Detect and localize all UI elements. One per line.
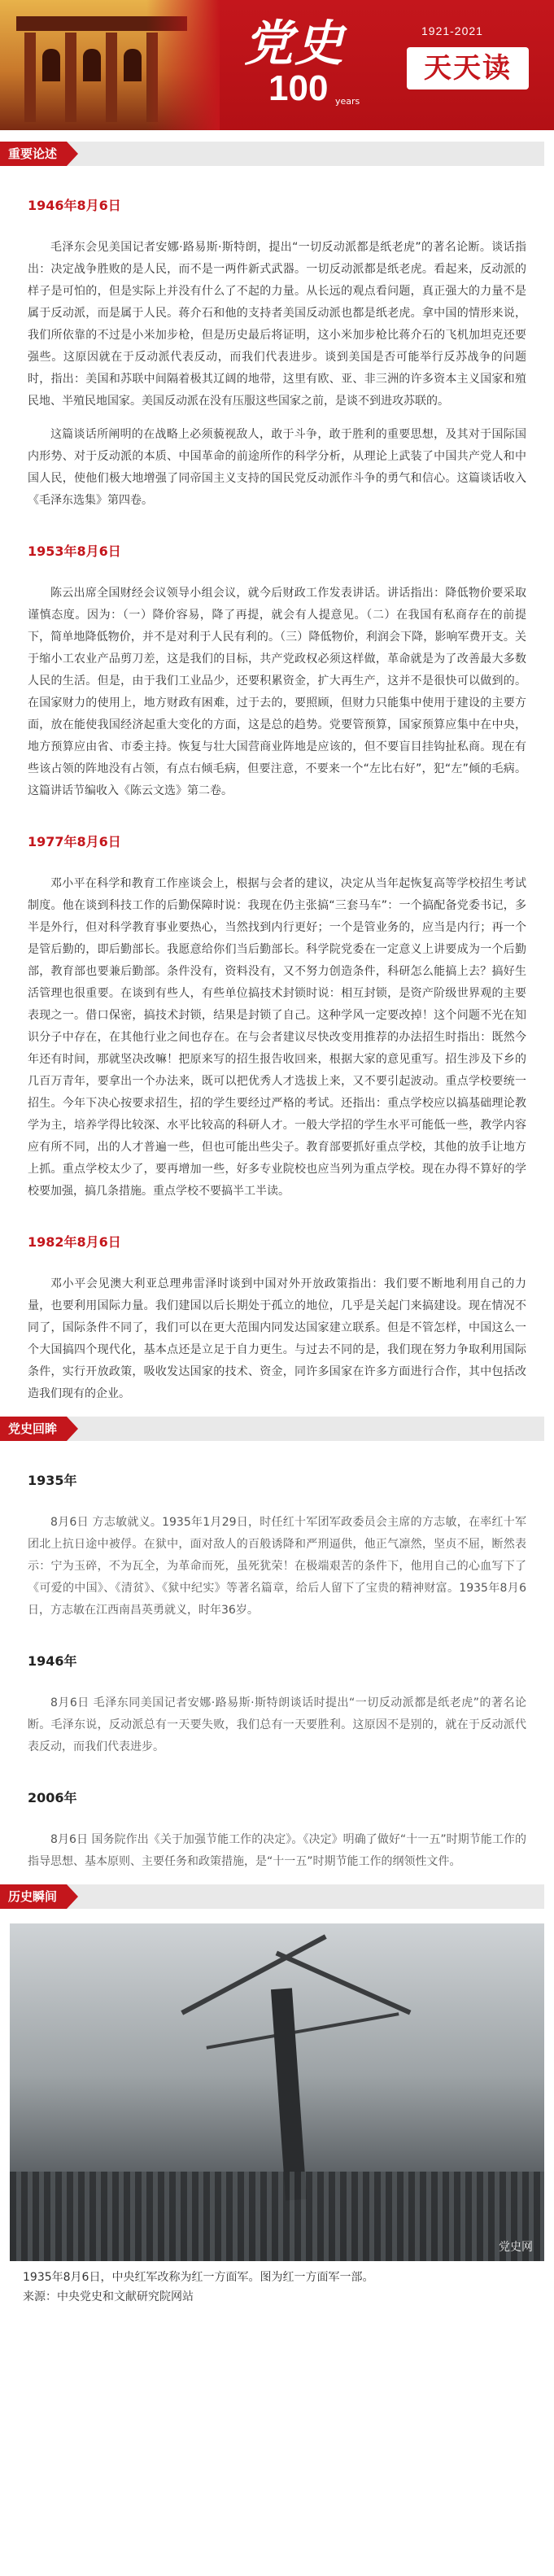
section-label: 重要论述	[0, 142, 67, 166]
entry-date: 1946年8月6日	[28, 198, 121, 213]
section-header-history	[0, 1417, 544, 1441]
important-block-1953	[0, 541, 554, 802]
entry-date: 2006年	[28, 1790, 77, 1805]
building-photo	[0, 0, 220, 130]
important-block-1946	[0, 195, 554, 512]
entry-paragraph: 8月6日 毛泽东同美国记者安娜·路易斯·斯特朗谈话时提出“一切反动派都是纸老虎”的著名论断。毛泽东说，反动派总有一天要失败，我们总有一天要胜利。这原因不是别的，就在于反动派代表反动，而我们代表进步。	[28, 1696, 526, 1753]
entry-date: 1946年	[28, 1653, 77, 1669]
banner-years: years	[335, 96, 360, 107]
historical-photo	[10, 1923, 544, 2261]
section-label: 党史回眸	[0, 1417, 67, 1441]
banner-badge: 天天读	[407, 47, 529, 90]
banner-title: 党史	[244, 15, 345, 72]
history-block-1946	[0, 1651, 554, 1758]
important-block-1982	[0, 1232, 554, 1405]
section-label: 历史瞬间	[0, 1884, 67, 1909]
entry-paragraph: 8月6日 国务院作出《关于加强节能工作的决定》。《决定》明确了做好“十一五”时期节能工作的指导思想、基本原则、主要任务和政策措施，是“十一五”时期节能工作的纲领性文件。	[28, 1833, 526, 1868]
history-block-1935	[0, 1470, 554, 1622]
banner-logo	[244, 15, 360, 108]
entry-paragraph: 邓小平在科学和教育工作座谈会上，根据与会者的建议，决定从当年起恢复高等学校招生考试制度。他在谈到科技工作的后勤保障时说：我现在仍主张搞“三套马车”：一个搞配备党委书记，多半是外行，但对科学教育事业要热心，当然找到内行更好；一个是管业务的，应当是内行；再一个是管后勤的，即后勤部长。我愿意给你们当后勤部长。科学院党委在一定意义上讲要成为一个后勤部，教育部也要兼后勤部。条件没有，资料没有，又不努力创造条件，科研怎么能搞上去？搞好生活管理也很重要。在谈到有些人，有些单位搞技术封锁时说：相互封锁，是资产阶级世界观的主要表现之一。借口保密，搞技术封锁，结果是封锁了自己。这种学风一定要改掉！这个问题不光在知识分子中存在，在其他行业之间也存在。在与会者建议尽快改变用推荐的办法招生时指出：既然今年还有时间，那就坚决改嘛！把原来写的招生报告收回来，根据大家的意见重写。招生涉及下乡的几百万青年，要拿出一个办法来，既可以把优秀人才选拔上来，又不要引起波动。重点学校要统一招生。今年下决心按要求招生，招的学生要经过严格的考试。还指出：重点学校应以搞基础理论教学为主，培养学得比较深、水平比较高的科研人才。一般大学招的学生水平可能低一些，教学内容应有所不同，出的人才普遍一些，但也可能出些尖子。教育部要抓好重点学校，其他的放手让地方上抓。重点学校太少了，要再增加一些，好多专业院校也应当列为重点学校。现在办得不算好的学校要加强，搞几条措施。重点学校不要搞半工半读。	[28, 877, 526, 1198]
entry-date: 1953年8月6日	[28, 544, 121, 559]
important-block-1977	[0, 832, 554, 1203]
header-banner	[0, 0, 554, 130]
photo-watermark: 党史网	[499, 2241, 533, 2254]
entry-paragraph: 邓小平会见澳大利亚总理弗雷泽时谈到中国对外开放政策指出：我们要不断地利用自己的力量，也要利用国际力量。我们建国以后长期处于孤立的地位，几乎是关起门来搞建设。现在情况不同了，国际条件不同了，我们可以在更大范围内同发达国家建立联系。但是不管怎样，中国这么一个大国搞四个现代化，基本点还是立足于自力更生。与过去不同的是，我们现在努力争取利用国际条件，实行开放政策，吸收发达国家的技术、资金，同许多国家在许多方面进行合作，其中包括改造我们现有的企业。	[28, 1277, 526, 1400]
entry-date: 1982年8月6日	[28, 1234, 121, 1250]
banner-date-range: 1921-2021	[421, 24, 483, 37]
entry-date: 1935年	[28, 1473, 77, 1488]
photo-caption: 1935年8月6日，中央红军改称为红一方面军。图为红一方面军一部。	[23, 2271, 374, 2284]
banner-hundred: 100	[268, 68, 329, 108]
section-header-moment	[0, 1884, 544, 1909]
history-block-2006	[0, 1788, 554, 1873]
photo-source: 来源：中央党史和文献研究院网站	[23, 2290, 194, 2303]
entry-paragraph: 陈云出席全国财经会议领导小组会议，就今后财政工作发表讲话。讲话指出：降低物价要采取谨慎态度。因为：（一）降价容易，降了再提，就会有人提意见。（二）在我国有私商存在的前提下，简单地降低物价，并不是对利于人民有利的。（三）降低物价，利润会下降，影响军费开支。关于缩小工农业产品剪刀差，这是我们的目标，共产党政权必须这样做，革命就是为了改善最大多数人民的生活。但是，由于我们工业品少，还要积累资金，扩大再生产，这并不是很快可以做到的。在国家财力的使用上，地方财政有困难，过于去的，要照顾，但财力只能集中使用于建设的主要方面，放在能使我国经济起重大变化的方面，这是总的趋势。党要管预算，国家预算应集中在中央，地方预算应由省、市委主持。恢复与壮大国营商业阵地是应该的，但不要盲目挂钩扯私商。现在有些该占领的阵地没有占领，有点右倾毛病，但要注意，不要来一个“左比右好”，犯“左”倾的毛病。这篇讲话节编收入《陈云文选》第二卷。	[28, 587, 526, 797]
entry-date: 1977年8月6日	[28, 834, 121, 849]
entry-paragraph: 8月6日 方志敏就义。1935年1月29日，时任红十军团军政委员会主席的方志敏，在率红十军团北上抗日途中被俘。在狱中，面对敌人的百般诱降和严刑逼供，他正气凛然，坚贞不屈，断然表示：宁为玉碎，不为瓦全，为革命而死，虽死犹荣！在极端艰苦的条件下，他用自己的心血写下了《可爱的中国》、《清贫》、《狱中纪实》等著名篇章，给后人留下了宝贵的精神财富。1935年8月6日，方志敏在江西南昌英勇就义，时年36岁。	[28, 1516, 526, 1617]
photo-caption-block	[0, 2261, 554, 2307]
entry-paragraph: 这篇谈话所阐明的在战略上必须藐视敌人，敢于斗争，敢于胜利的重要思想，及其对于国际国内形势、对于反动派的本质、中国革命的前途所作的科学分析，从理论上武装了中国共产党人和中国人民，使他们极大地增强了同帝国主义支持的国民党反动派作斗争的勇气和信心。这篇谈话收入《毛泽东选集》第四卷。	[28, 428, 526, 507]
section-header-important	[0, 142, 544, 166]
entry-paragraph: 毛泽东会见美国记者安娜·路易斯·斯特朗，提出“一切反动派都是纸老虎”的著名论断。谈话指出：决定战争胜败的是人民，而不是一两件新式武器。一切反动派都是纸老虎。看起来，反动派的样子是可怕的，但是实际上并没有什么了不起的力量。从长远的观点看问题，真正强大的力量不是属于反动派，而是属于人民。蒋介石和他的支持者美国反动派也都是纸老虎。拿中国的情形来说，我们所依靠的不过是小米加步枪，但是历史最后将证明，这小米加步枪比蒋介石的飞机加坦克还要强些。这原因就在于反动派代表反动，而我们代表进步。谈到美国是否可能举行反苏战争的问题时，指出：美国和苏联中间隔着极其辽阔的地带，这里有欧、亚、非三洲的许多资本主义国家和殖民地、半殖民地国家。美国反动派在没有压服这些国家之前，是谈不到进攻苏联的。	[28, 241, 526, 408]
